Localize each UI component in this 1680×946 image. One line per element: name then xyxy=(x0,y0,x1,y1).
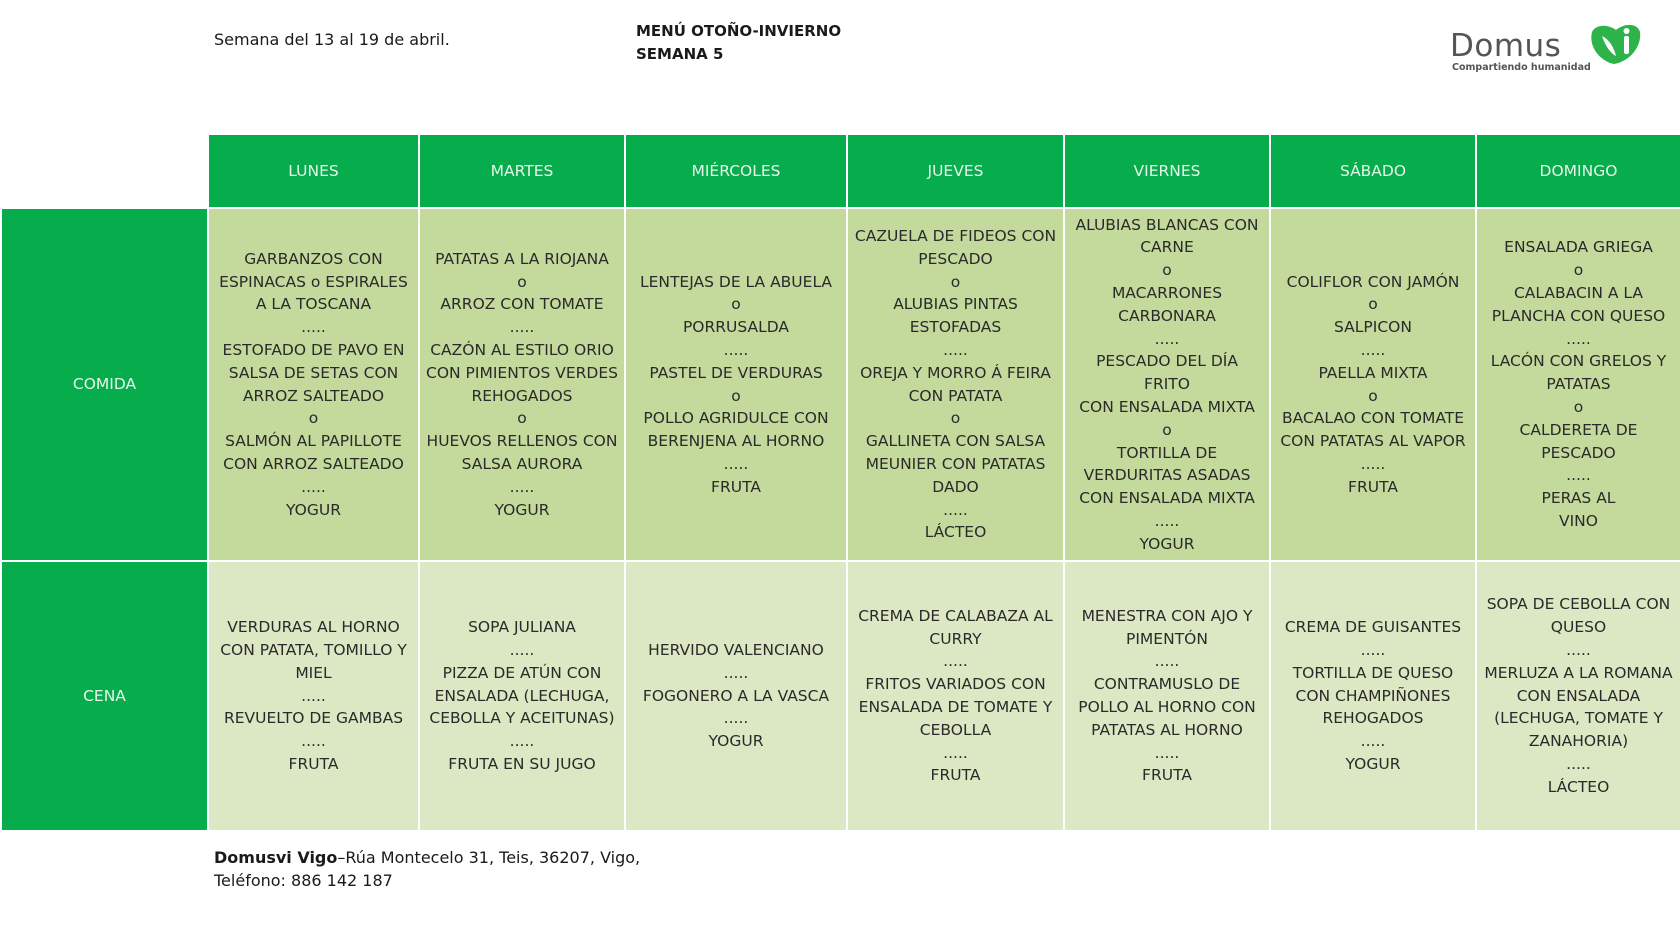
dish-line: ..... xyxy=(1360,732,1386,751)
dish-line: ..... xyxy=(1154,743,1180,762)
week-label: Semana del 13 al 19 de abril. xyxy=(214,30,450,49)
dish-line: CON CHAMPIÑONES xyxy=(1295,686,1451,705)
dish-line: ..... xyxy=(301,686,326,705)
dish-line: CONTRAMUSLO DE xyxy=(1093,675,1241,694)
dish-line: ..... xyxy=(943,340,968,359)
dish-line: CON ENSALADA xyxy=(1516,686,1641,705)
dish-line: FRUTA EN SU JUGO xyxy=(448,755,596,773)
dish-line: PIMENTÓN xyxy=(1126,629,1208,648)
menu-cell xyxy=(208,561,419,831)
menu-cell xyxy=(208,208,419,561)
dish-line: MACARRONES xyxy=(1111,283,1223,302)
dish-line: ALUBIAS PINTAS xyxy=(893,295,1018,314)
dish-line: ZANAHORIA) xyxy=(1528,732,1629,751)
dish-line: PESCADO DEL DÍA FRITO xyxy=(1096,352,1238,394)
meal-row-cena xyxy=(1,561,1680,831)
dish-line: ..... xyxy=(723,663,749,682)
dish-line: COLIFLOR CON JAMÓN xyxy=(1286,272,1460,291)
dish-line: ESPINACAS o ESPIRALES xyxy=(219,272,408,291)
dish-line: ARROZ SALTEADO xyxy=(242,386,385,405)
dish-line: CAZÓN AL ESTILO ORIO xyxy=(430,340,614,359)
dish-line: QUESO xyxy=(1550,618,1607,637)
dish-line: CAZUELA DE FIDEOS CON xyxy=(854,226,1057,245)
dish-line: FRUTA xyxy=(288,755,339,773)
logo-heart-icon xyxy=(1584,22,1646,66)
dish-line: o xyxy=(950,409,961,428)
dish-line: MERLUZA A LA ROMANA xyxy=(1484,663,1673,682)
day-header-0: LUNES xyxy=(208,134,419,208)
dish-line: PATATAS xyxy=(1546,375,1611,394)
dish-line: CREMA DE GUISANTES xyxy=(1284,618,1462,637)
dish-line: ..... xyxy=(301,477,326,496)
dish-line: ..... xyxy=(1566,755,1591,773)
dish-line: SOPA JULIANA xyxy=(468,618,576,637)
dish-line: YOGUR xyxy=(708,732,764,751)
dish-line: PERAS AL xyxy=(1541,489,1616,508)
dish-line: CON ENSALADA MIXTA xyxy=(1079,397,1255,416)
dish-line: CON ENSALADA MIXTA xyxy=(1079,489,1255,508)
menu-cell xyxy=(419,208,625,561)
dish-line: LACÓN CON GRELOS Y xyxy=(1490,352,1667,371)
dish-line: CON ARROZ SALTEADO xyxy=(223,454,404,473)
dish-line: HUEVOS RELLENOS CON xyxy=(426,432,618,451)
dish-line: FRUTA xyxy=(930,766,981,785)
dish-line: FRITOS VARIADOS CON xyxy=(865,675,1046,694)
dish-line: ..... xyxy=(1360,641,1386,660)
address-line1 xyxy=(214,846,640,869)
dish-line: YOGUR xyxy=(494,500,550,519)
dish-line: TORTILLA DE xyxy=(1116,443,1218,462)
dish-line: ..... xyxy=(1566,329,1591,348)
dish-line: ..... xyxy=(509,641,535,660)
dish-line: OREJA Y MORRO Á FEIRA xyxy=(860,363,1051,382)
dish-line: ARROZ CON TOMATE xyxy=(440,295,604,314)
dish-line: ..... xyxy=(301,318,326,337)
center-name: Domusvi Vigo xyxy=(214,848,338,867)
days-header-row xyxy=(1,134,1680,208)
dish-line: LENTEJAS DE LA ABUELA xyxy=(639,272,833,291)
dish-line: CREMA DE CALABAZA AL xyxy=(858,606,1053,625)
dish-line: CARNE xyxy=(1140,238,1194,257)
dish-line: CON PATATA, TOMILLO Y xyxy=(220,641,407,660)
dish-line: CON PATATAS AL VAPOR xyxy=(1280,432,1466,451)
dish-line: ESTOFADAS xyxy=(909,318,1002,337)
dish-line: A LA TOSCANA xyxy=(255,295,372,314)
dish-line: CEBOLLA Y ACEITUNAS) xyxy=(429,709,615,728)
meal-row-comida xyxy=(1,208,1680,561)
dish-line: PLANCHA CON QUESO xyxy=(1491,306,1666,325)
dish-line: HERVIDO VALENCIANO xyxy=(648,641,824,660)
dish-line: FOGONERO A LA VASCA xyxy=(642,686,830,705)
dish-line: REHOGADOS xyxy=(471,386,573,405)
dish-line: o xyxy=(731,295,741,314)
dish-line: MIEL xyxy=(295,663,332,682)
dish-line: ..... xyxy=(1154,652,1180,671)
dish-line: o xyxy=(1573,261,1584,280)
center-address: –Rúa Montecelo 31, Teis, 36207, Vigo, xyxy=(337,848,641,867)
dish-line: MENESTRA CON AJO Y xyxy=(1081,606,1253,625)
logo-wordmark: Domus xyxy=(1450,28,1562,64)
dish-line: ..... xyxy=(509,318,535,337)
menu-cell xyxy=(1270,561,1476,831)
dish-line: YOGUR xyxy=(1345,755,1401,773)
dish-line: VINO xyxy=(1559,511,1598,530)
dish-line: DADO xyxy=(932,477,979,496)
dish-line: o xyxy=(731,386,741,405)
menu-cell xyxy=(1064,561,1270,831)
dish-line: SALMÓN AL PAPILLOTE xyxy=(225,432,402,451)
menu-cell xyxy=(1476,208,1680,561)
dish-line: PESCADO xyxy=(1541,443,1616,462)
dish-line: LÁCTEO xyxy=(924,523,987,542)
menu-cell xyxy=(625,208,847,561)
dish-line: LÁCTEO xyxy=(1547,777,1610,796)
dish-line: REHOGADOS xyxy=(1322,709,1424,728)
menu-cell xyxy=(847,561,1064,831)
dish-line: ..... xyxy=(943,500,968,519)
dish-line: GARBANZOS CON xyxy=(244,249,383,268)
day-header-4: VIERNES xyxy=(1064,134,1270,208)
day-header-2: MIÉRCOLES xyxy=(625,134,847,208)
footer-address xyxy=(214,846,640,892)
dish-line: ..... xyxy=(301,732,326,751)
dish-line: ESTOFADO DE PAVO EN xyxy=(222,340,405,359)
dish-line: ..... xyxy=(509,732,535,751)
dish-line: ..... xyxy=(723,340,749,359)
day-header-5: SÁBADO xyxy=(1270,134,1476,208)
weekly-menu-table xyxy=(0,133,1680,832)
menu-cell xyxy=(1270,208,1476,561)
dish-line: o xyxy=(1162,420,1172,439)
menu-title-line1: MENÚ OTOÑO-INVIERNO xyxy=(636,22,842,40)
dish-line: FRUTA xyxy=(711,477,761,496)
dish-line: CEBOLLA xyxy=(919,720,992,739)
domusvi-logo xyxy=(1448,22,1648,78)
dish-line: ..... xyxy=(723,709,749,728)
dish-line: PORRUSALDA xyxy=(682,318,790,337)
menu-cell xyxy=(419,561,625,831)
menu-cell xyxy=(847,208,1064,561)
dish-line: FRUTA xyxy=(1348,477,1398,496)
day-header-6: DOMINGO xyxy=(1476,134,1680,208)
dish-line: o xyxy=(517,409,527,428)
dish-line: YOGUR xyxy=(286,500,341,519)
day-header-1: MARTES xyxy=(419,134,625,208)
dish-line: o xyxy=(1368,386,1378,405)
dish-line: TORTILLA DE QUESO xyxy=(1292,663,1454,682)
dish-line: CALABACIN A LA xyxy=(1513,283,1644,302)
dish-line: PATATAS A LA RIOJANA xyxy=(435,249,609,268)
dish-line: SALSA DE SETAS CON xyxy=(228,363,399,382)
dish-line: POLLO AL HORNO CON xyxy=(1078,698,1256,717)
dish-line: FRUTA xyxy=(1142,766,1192,785)
dish-line: PATATAS AL HORNO xyxy=(1091,720,1243,739)
dish-line: SOPA DE CEBOLLA CON xyxy=(1486,595,1671,614)
dish-line: ..... xyxy=(1154,511,1180,530)
menu-title-line2: SEMANA 5 xyxy=(636,45,724,63)
dish-line: o xyxy=(308,409,319,428)
dish-line: REVUELTO DE GAMBAS xyxy=(223,709,404,728)
dish-line: (LECHUGA, TOMATE Y xyxy=(1494,709,1663,728)
dish-line: ..... xyxy=(1566,641,1591,660)
dish-line: PAELLA MIXTA xyxy=(1318,363,1428,382)
dish-line: CON PIMIENTOS VERDES xyxy=(426,363,618,382)
dish-line: CON PATATA xyxy=(908,386,1003,405)
dish-line: ..... xyxy=(1566,466,1591,485)
dish-line: PASTEL DE VERDURAS xyxy=(649,363,823,382)
dish-line: VERDURAS AL HORNO xyxy=(227,618,400,637)
dish-line: ..... xyxy=(943,743,968,762)
dish-line: PESCADO xyxy=(918,249,993,268)
dish-line: CURRY xyxy=(929,629,982,648)
meal-label: COMIDA xyxy=(1,208,208,561)
day-header-3: JUEVES xyxy=(847,134,1064,208)
dish-line: ENSALADA GRIEGA xyxy=(1504,238,1653,257)
dish-line: PIZZA DE ATÚN CON xyxy=(442,663,602,682)
dish-line: ..... xyxy=(1154,329,1180,348)
dish-line: ENSALADA DE TOMATE Y xyxy=(858,698,1053,717)
meal-label: CENA xyxy=(1,561,208,831)
menu-cell xyxy=(625,561,847,831)
menu-cell xyxy=(1064,208,1270,561)
dish-line: MEUNIER CON PATATAS xyxy=(865,454,1046,473)
dish-line: ALUBIAS BLANCAS CON xyxy=(1075,215,1259,234)
dish-line: o xyxy=(1162,261,1172,280)
dish-line: o xyxy=(1368,295,1378,314)
dish-line: CARBONARA xyxy=(1118,306,1216,325)
dish-line: ..... xyxy=(943,652,968,671)
dish-line: BERENJENA AL HORNO xyxy=(647,432,825,451)
dish-line: ..... xyxy=(509,477,535,496)
dish-line: ..... xyxy=(1360,340,1386,359)
dish-line: POLLO AGRIDULCE CON xyxy=(643,409,829,428)
dish-line: CALDERETA DE xyxy=(1519,420,1638,439)
dish-line: o xyxy=(950,272,961,291)
dish-line: ..... xyxy=(1360,454,1386,473)
menu-cell xyxy=(1476,561,1680,831)
dish-line: VERDURITAS ASADAS xyxy=(1083,466,1251,485)
dish-line: BACALAO CON TOMATE xyxy=(1281,409,1465,428)
dish-line: GALLINETA CON SALSA xyxy=(865,432,1046,451)
dish-line: o xyxy=(1573,397,1584,416)
logo-tagline: Compartiendo humanidad xyxy=(1452,62,1591,73)
dish-line: SALSA AURORA xyxy=(461,454,583,473)
center-phone: Teléfono: 886 142 187 xyxy=(214,871,393,890)
dish-line: YOGUR xyxy=(1139,534,1195,553)
dish-line: SALPICON xyxy=(1334,318,1412,337)
dish-line: ENSALADA (LECHUGA, xyxy=(434,686,610,705)
menu-title xyxy=(636,20,841,66)
dish-line: ..... xyxy=(723,454,749,473)
table-corner xyxy=(1,134,208,208)
dish-line: o xyxy=(517,272,527,291)
